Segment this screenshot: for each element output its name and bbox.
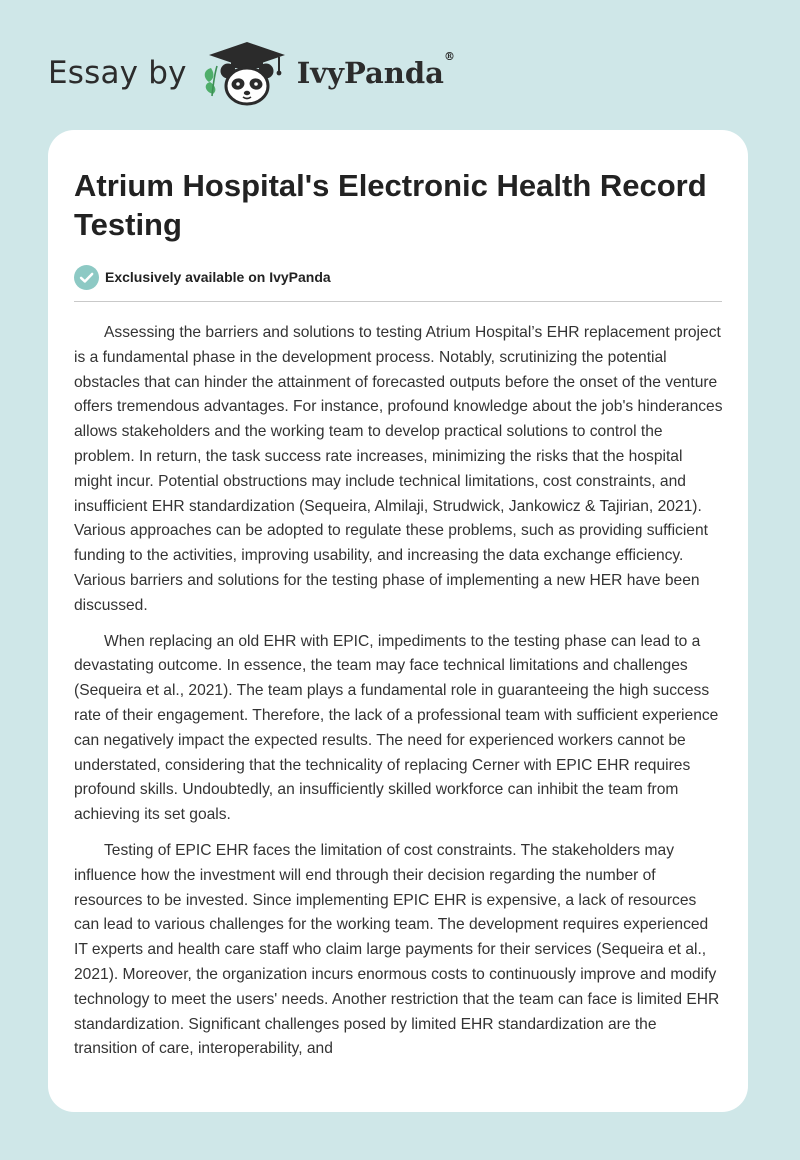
divider bbox=[74, 301, 722, 302]
registered-mark: ® bbox=[443, 50, 455, 63]
paragraph: When replacing an old EHR with EPIC, impediments to the testing phase can lead to a devastating outcome. In essence, the team may face technical limitations and challenges (Sequeira et al., 2021). The team plays a fundamental role in guaranteeing the high success rate of their engagement. Therefore, the lack of a professional team with sufficient experience can negatively impact the expected results. The need for experienced workers cannot be understated, considering that the technicality of replacing Cerner with EPIC EHR requires profound skills. Undoubtedly, an insufficiently skilled workforce can inhibit the team from achieving its set goals. bbox=[74, 632, 719, 824]
essay-card bbox=[48, 130, 748, 1112]
essay-title: Atrium Hospital's Electronic Health Record Testing bbox=[74, 168, 707, 242]
paragraph: Testing of EPIC EHR faces the limitation of cost constraints. The stakeholders may influence how the investment will end through their decision regarding the number of resources to be invested. Since implementing EPIC EHR is expensive, a lack of resources can lead to various challenges for the working team. The development requires experienced IT experts and health care staff who claim large payments for their services (Sequeira et al., 2021). Moreover, the organization incurs enormous costs to continuously improve and modify technology to meet the users' needs. Another restriction that the team can face is limited EHR standardization. Significant challenges posed by limited EHR standardization are the transition of care, interoperability, and bbox=[74, 841, 720, 1058]
panda-graduation-cap-icon[interactable] bbox=[201, 38, 293, 108]
check-circle-icon bbox=[74, 265, 99, 290]
brand-name[interactable] bbox=[296, 50, 455, 90]
brand-name-text: IvyPanda bbox=[296, 56, 444, 90]
exclusive-badge bbox=[74, 264, 722, 290]
brand-prefix: Essay by bbox=[48, 55, 187, 91]
exclusive-badge-text: Exclusively available on IvyPanda bbox=[105, 269, 331, 285]
essay-body bbox=[74, 321, 724, 1062]
site-header bbox=[48, 36, 455, 110]
paragraph: Assessing the barriers and solutions to testing Atrium Hospital’s EHR replacement project is a fundamental phase in the development process. Notably, scrutinizing the potential obstacles that can hinder the attainment of forecasted outputs before the onset of the venture offers tremendous advantages. For instance, profound knowledge about the job's hinderances allows stakeholders and the working team to develop practical solutions to control the problem. In return, the task success rate increases, minimizing the risks that the hospital might incur. Potential obstructions may include technical limitations, cost constraints, and insufficient EHR standardization (Sequeira, Almilaji, Strudwick, Jankowicz & Tajirian, 2021). Various approaches can be adopted to regulate these problems, such as providing sufficient funding to the activities, improving usability, and increasing the data exchange efficiency. Various barriers and solutions for the testing phase of implementing a new HER have been discussed. bbox=[74, 324, 723, 614]
